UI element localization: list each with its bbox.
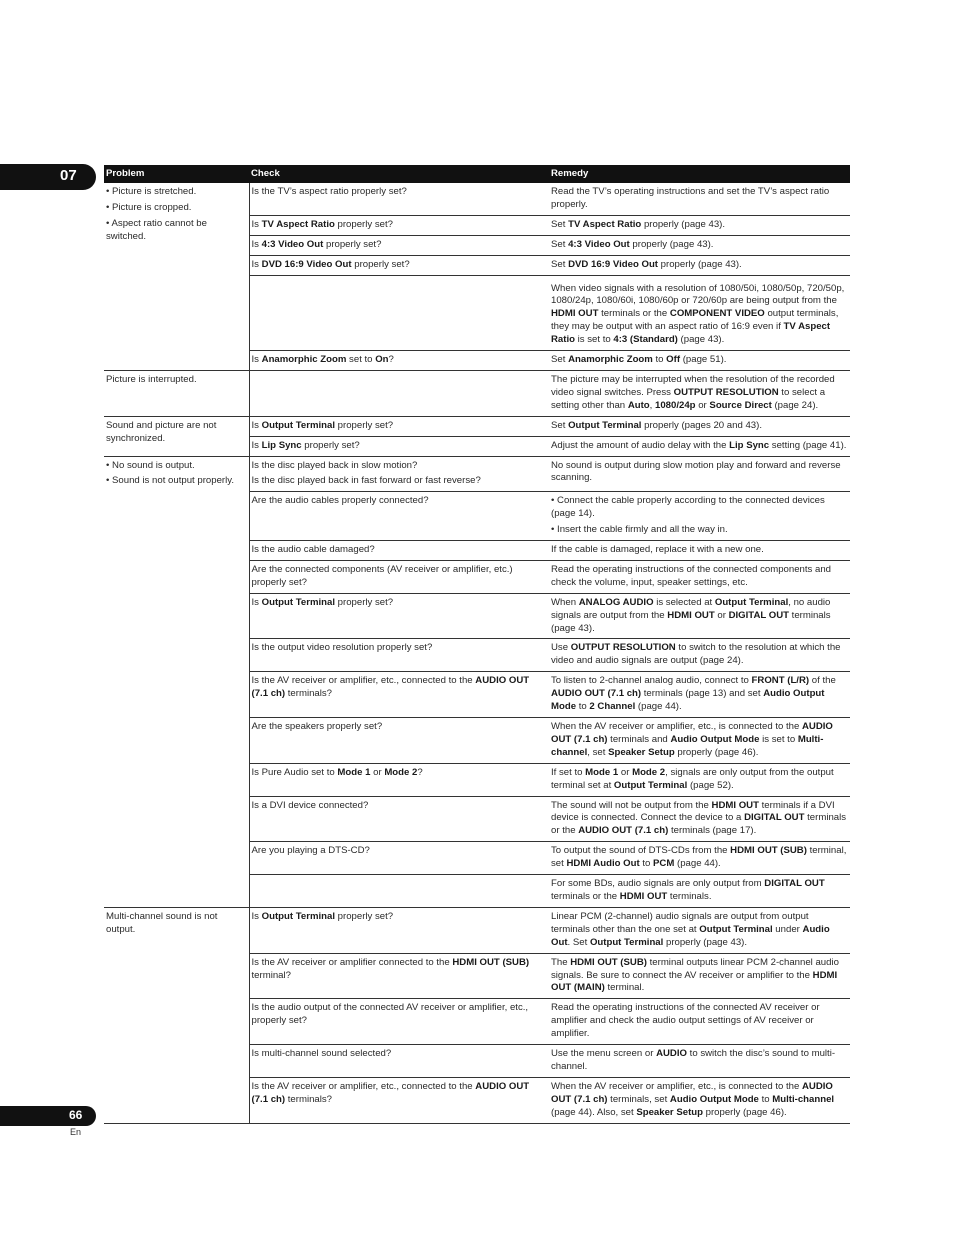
remedy-cell [549, 255, 850, 275]
text-segment: terminals or the [551, 890, 620, 902]
text-segment: Is the AV receiver or amplifier, etc., connected to the [251, 1080, 476, 1092]
remedy-cell [549, 560, 850, 593]
bold-term: PCM [653, 858, 675, 870]
text-segment: properly (pages 20 and 43). [641, 419, 762, 431]
problem-cell [104, 907, 249, 1123]
remedy-cell [549, 718, 850, 764]
bold-term: Auto [627, 399, 650, 411]
text-segment: Set [551, 419, 569, 431]
header-remedy: Remedy [549, 165, 850, 183]
text-segment: properly set? [351, 258, 410, 270]
text-segment: set to [346, 354, 376, 366]
text-segment: When the AV receiver or amplifier, etc., is connected to the [551, 721, 802, 732]
language-label: En [70, 1127, 82, 1137]
bold-term: TV Aspect Ratio [568, 218, 642, 230]
check-cell [249, 639, 549, 672]
text-segment: properly (page 43). [641, 218, 726, 230]
remedy-cell [549, 1045, 850, 1078]
text-segment: to [758, 1093, 773, 1105]
text-segment: or [714, 609, 729, 621]
text-segment: For some BDs, audio signals are only output from [551, 878, 765, 890]
bold-term: Mode 2 [384, 766, 418, 778]
bold-term: DIGITAL OUT [744, 812, 805, 824]
bold-term: 4:3 (Standard) [613, 334, 678, 346]
text-segment: (page 44). Also, set [551, 1106, 637, 1118]
text-segment: (page 44). [635, 701, 682, 713]
text-segment: Is [251, 596, 262, 608]
text-segment: Use [551, 642, 571, 654]
check-cell [249, 275, 549, 351]
bold-term: DIGITAL OUT [764, 878, 825, 890]
page-number: 66 [69, 1108, 83, 1122]
bold-term: Mode 1 [337, 766, 371, 778]
text-segment: , no audio signals are output from the [551, 596, 831, 621]
text-segment: under [772, 923, 803, 935]
bold-term: Lip Sync [261, 439, 302, 451]
bold-term: 4:3 Video Out [261, 238, 324, 250]
text-segment: terminals. [667, 890, 712, 902]
check-cell [249, 875, 549, 908]
check-cell [249, 999, 549, 1045]
check-cell [249, 215, 549, 235]
remedy-cell [549, 999, 850, 1045]
remedy-cell [549, 842, 850, 875]
bold-term: Audio Out [551, 923, 830, 948]
chapter-tab [0, 164, 96, 190]
bold-term: On [375, 354, 389, 366]
text-segment: terminal, set [551, 845, 847, 870]
remedy-cell [549, 796, 850, 842]
remedy-text: No sound is output during slow motion play and forward and reverse scanning. [551, 459, 841, 484]
text-segment: . Set [567, 936, 590, 948]
table-header-row [104, 165, 850, 183]
bold-term: Off [666, 354, 681, 366]
check-cell [249, 351, 549, 371]
bold-term: 2 Channel [589, 701, 636, 713]
bold-term: AUDIO [656, 1048, 687, 1060]
remedy-cell [549, 593, 850, 639]
text-segment: The picture may be interrupted when the resolution of the recorded video signal switches. Press [551, 373, 835, 398]
text-segment: Is [251, 258, 262, 270]
text-segment: Set [551, 218, 569, 230]
check-text: Is the output video resolution properly set? [251, 642, 433, 654]
text-segment: Is [251, 419, 262, 431]
text-segment: ? [388, 354, 394, 366]
bold-term: Lip Sync [729, 439, 770, 451]
text-segment: is set to [574, 334, 614, 346]
text-segment: properly set? [335, 910, 394, 922]
bold-term: Audio Output Mode [669, 1093, 759, 1105]
text-segment: properly (page 43). [658, 258, 742, 270]
text-segment: of the [809, 675, 836, 687]
text-segment: Is [251, 238, 262, 250]
problem-text: Picture is interrupted. [106, 373, 197, 385]
check-line: Is the disc played back in slow motion? [251, 459, 418, 471]
bold-term: Audio Output Mode [551, 688, 825, 713]
text-segment: terminals and [607, 733, 671, 745]
table-row [104, 183, 850, 215]
bold-term: COMPONENT VIDEO [669, 308, 765, 320]
text-segment: or [695, 399, 710, 411]
text-segment: properly (page 46). [674, 746, 759, 758]
bold-term: HDMI OUT [667, 609, 715, 621]
remedy-cell [549, 235, 850, 255]
text-segment: is selected at [653, 596, 715, 608]
text-segment: (page 24). [771, 399, 819, 411]
remedy-cell [549, 370, 850, 416]
bold-term: Source Direct [709, 399, 772, 411]
text-segment: To listen to 2-channel analog audio, connect to [551, 675, 752, 687]
text-segment: If set to [551, 766, 586, 778]
text-segment: properly set? [334, 218, 393, 230]
text-segment: Is the AV receiver or amplifier, etc., connected to the [251, 675, 476, 687]
text-segment: output terminals, they may be output with an aspect ratio of 16:9 even if [551, 308, 839, 333]
text-segment: Is [251, 218, 262, 230]
problem-text: Sound and picture are not synchronized. [106, 419, 217, 444]
problem-line: • Sound is not output properly. [106, 475, 234, 487]
check-cell [249, 370, 549, 416]
bold-term: DVD 16:9 Video Out [261, 258, 352, 270]
remedy-cell [549, 907, 850, 953]
text-segment: or [618, 766, 633, 778]
check-text: Are you playing a DTS-CD? [251, 845, 370, 857]
bold-term: AUDIO OUT (7.1 ch) [251, 1080, 530, 1105]
bold-term: Mode 2 [632, 766, 666, 778]
remedy-cell [549, 875, 850, 908]
text-segment: Is [251, 910, 262, 922]
remedy-cell [549, 492, 850, 541]
check-cell [249, 796, 549, 842]
check-text: Is a DVI device connected? [251, 799, 369, 811]
text-segment: , signals are only output from the output terminal set at [551, 766, 834, 791]
problem-cell [104, 416, 249, 456]
check-cell [249, 235, 549, 255]
text-segment: properly (page 46). [702, 1106, 787, 1118]
text-segment: terminals if a DVI device is connected. Connect the device to a [551, 799, 835, 824]
remedy-cell [549, 639, 850, 672]
bold-term: Multi-channel [551, 733, 824, 758]
text-segment: properly set? [335, 596, 394, 608]
check-cell [249, 1045, 549, 1078]
table-row [104, 370, 850, 416]
remedy-cell [549, 416, 850, 436]
text-segment: When [551, 596, 579, 608]
text-segment: Is [251, 354, 262, 366]
text-segment: When video signals with a resolution of 1080/50i, 1080/50p, 720/50p, 1080/24p, 1080/60i, 1080/60p or 720/60p are being output from the [551, 282, 845, 307]
bold-term: Output Terminal [261, 419, 336, 431]
remedy-cell [549, 456, 850, 492]
remedy-text: Read the TV’s operating instructions and set the TV’s aspect ratio properly. [551, 186, 830, 210]
bold-term: Multi-channel [772, 1093, 835, 1105]
text-segment: To output the sound of DTS-CDs from the [551, 845, 731, 857]
remedy-cell [549, 672, 850, 718]
bold-term: Output Terminal [714, 596, 789, 608]
bold-term: Anamorphic Zoom [261, 354, 347, 366]
remedy-cell [549, 275, 850, 351]
text-segment: The sound will not be output from the [551, 799, 712, 811]
text-segment: terminals, set [607, 1093, 670, 1105]
problem-line: • No sound is output. [106, 459, 195, 471]
bold-term: DVD 16:9 Video Out [568, 258, 658, 270]
text-segment: (page 51). [680, 354, 727, 366]
bold-term: HDMI Audio Out [566, 858, 640, 870]
text-segment: to select a setting other than [551, 386, 826, 411]
text-segment: terminals (page 17). [668, 825, 757, 837]
check-cell [249, 953, 549, 999]
bold-term: FRONT (L/R) [751, 675, 810, 687]
check-cell [249, 183, 549, 215]
text-segment: Adjust the amount of audio delay with the [551, 439, 730, 451]
remedy-cell [549, 541, 850, 561]
bold-term: DIGITAL OUT [728, 609, 789, 621]
bold-term: OUTPUT RESOLUTION [673, 386, 779, 398]
problem-line: • Aspect ratio cannot be switched. [106, 217, 207, 242]
bold-term: AUDIO OUT (7.1 ch) [551, 721, 833, 745]
bold-term: Speaker Setup [636, 1106, 703, 1118]
header-problem: Problem [104, 165, 249, 183]
text-segment: Is [251, 439, 262, 451]
problem-text: Multi-channel sound is not output. [106, 910, 218, 935]
text-segment: terminal. [604, 982, 645, 994]
remedy-text: Read the operating instructions of the connected components and check the volume, input, speaker settings, etc. [551, 563, 832, 588]
bold-term: Output Terminal [261, 910, 336, 922]
bold-term: HDMI OUT [711, 799, 759, 811]
check-cell [249, 1077, 549, 1123]
text-segment: terminals or the [551, 812, 847, 837]
bold-term: Output Terminal [699, 923, 773, 935]
bold-term: Output Terminal [589, 936, 664, 948]
problem-line: • Picture is cropped. [106, 201, 192, 213]
text-segment: to [639, 858, 653, 870]
remedy-cell [549, 183, 850, 215]
table-row [104, 907, 850, 953]
remedy-text: If the cable is damaged, replace it with a new one. [551, 544, 764, 556]
check-cell [249, 456, 549, 492]
text-segment: is set to [759, 733, 798, 745]
bold-term: TV Aspect Ratio [261, 218, 335, 230]
text-segment: Set [551, 258, 569, 270]
remedy-cell [549, 953, 850, 999]
check-text: Are the connected components (AV receiver or amplifier, etc.) properly set? [251, 563, 513, 588]
check-text: Are the audio cables properly connected? [251, 495, 429, 507]
check-cell [249, 416, 549, 436]
check-cell [249, 842, 549, 875]
text-segment: terminal outputs linear PCM 2-channel audio signals. Be sure to connect the AV receiver or amplifier to the [551, 956, 839, 981]
text-segment: properly set? [301, 439, 360, 451]
text-segment: properly set? [323, 238, 382, 250]
bold-term: AUDIO OUT (7.1 ch) [578, 825, 669, 837]
text-segment: Use the menu screen or [551, 1048, 657, 1060]
problem-cell [104, 183, 249, 370]
check-text: Is the audio cable damaged? [251, 544, 375, 556]
bold-term: 4:3 Video Out [568, 238, 630, 250]
text-segment: to [576, 701, 590, 713]
remedy-cell [549, 1077, 850, 1123]
text-segment: The [551, 956, 571, 968]
bold-term: ANALOG AUDIO [578, 596, 654, 608]
table-row [104, 416, 850, 436]
check-cell [249, 560, 549, 593]
remedy-line: • Connect the cable properly according to the connected devices (page 14). [551, 495, 825, 520]
problem-line: • Picture is stretched. [106, 186, 197, 197]
check-cell [249, 255, 549, 275]
text-segment: When the AV receiver or amplifier, etc., is connected to the [551, 1080, 802, 1092]
bold-term: Mode 1 [585, 766, 619, 778]
bold-term: HDMI OUT (SUB) [730, 845, 807, 857]
text-segment: , [649, 399, 655, 411]
remedy-cell [549, 763, 850, 796]
bold-term: 1080/24p [655, 399, 696, 411]
text-segment: or [370, 766, 385, 778]
problem-cell [104, 456, 249, 907]
bold-term: AUDIO OUT (7.1 ch) [251, 675, 530, 700]
check-text: Is the TV’s aspect ratio properly set? [251, 186, 407, 197]
chapter-number: 07 [60, 167, 77, 184]
bold-term: AUDIO OUT (7.1 ch) [551, 688, 642, 700]
remedy-cell [549, 351, 850, 371]
bold-term: HDMI OUT [619, 890, 668, 902]
text-segment: to [652, 354, 667, 366]
text-segment: terminals or the [598, 308, 670, 320]
text-segment: terminals? [285, 1093, 333, 1105]
text-segment: to switch to the resolution at which the video and audio signals are output (page 24). [551, 642, 841, 667]
check-cell [249, 907, 549, 953]
bold-term: Output Terminal [568, 419, 642, 431]
check-cell [249, 593, 549, 639]
check-cell [249, 541, 549, 561]
text-segment: properly (page 43). [629, 238, 714, 250]
table-row [104, 456, 850, 492]
bold-term: HDMI OUT (SUB) [452, 956, 530, 968]
text-segment: Is the AV receiver or amplifier connected to the [251, 956, 453, 968]
text-segment: Set [551, 238, 569, 250]
text-segment: (page 52). [687, 779, 734, 791]
text-segment: properly set? [335, 419, 394, 431]
check-cell [249, 718, 549, 764]
text-segment: Set [551, 354, 569, 366]
text-segment: to switch the disc’s sound to multi-channel. [551, 1048, 836, 1072]
text-segment: ? [417, 766, 423, 778]
text-segment: (page 44). [674, 858, 721, 870]
bold-term: HDMI OUT (SUB) [570, 956, 647, 968]
check-text: Is multi-channel sound selected? [251, 1048, 392, 1060]
problem-cell [104, 370, 249, 416]
text-segment: terminals? [285, 688, 333, 700]
bold-term: Output Terminal [261, 596, 336, 608]
page-number-tab [0, 1106, 96, 1126]
bold-term: HDMI OUT [551, 308, 599, 320]
bold-term: Anamorphic Zoom [568, 354, 653, 366]
check-cell [249, 672, 549, 718]
text-segment: terminals (page 13) and set [641, 688, 764, 700]
header-check: Check [249, 165, 549, 183]
text-segment: (page 43). [677, 334, 725, 346]
text-segment: terminal? [251, 969, 291, 981]
check-cell [249, 763, 549, 796]
remedy-line: • Insert the cable firmly and all the way in. [551, 524, 728, 536]
check-text: Is the audio output of the connected AV receiver or amplifier, etc., properly set? [251, 1002, 529, 1027]
text-segment: terminals (page 43). [551, 609, 831, 634]
remedy-text: Read the operating instructions of the connected AV receiver or amplifier and check the audio output settings of AV receiver or amplifier. [551, 1002, 820, 1040]
bold-term: TV Aspect Ratio [551, 321, 831, 346]
text-segment: Is Pure Audio set to [251, 766, 338, 778]
check-cell [249, 492, 549, 541]
bold-term: OUTPUT RESOLUTION [570, 642, 676, 654]
troubleshooting-table [104, 165, 850, 1124]
remedy-cell [549, 436, 850, 456]
text-segment: properly (page 43). [663, 936, 748, 948]
bold-term: Audio Output Mode [670, 733, 760, 745]
check-text: Are the speakers properly set? [251, 721, 383, 732]
bold-term: Speaker Setup [608, 746, 675, 758]
text-segment: setting (page 41). [769, 439, 847, 451]
bold-term: Output Terminal [613, 779, 688, 791]
bold-term: HDMI OUT (MAIN) [551, 969, 838, 994]
bold-term: AUDIO OUT (7.1 ch) [551, 1080, 833, 1105]
text-segment: , set [587, 746, 609, 758]
remedy-cell [549, 215, 850, 235]
check-cell [249, 436, 549, 456]
text-segment: Linear PCM (2-channel) audio signals are output from output terminals other than the one set at [551, 910, 809, 935]
check-line: Is the disc played back in fast forward or fast reverse? [251, 475, 481, 487]
